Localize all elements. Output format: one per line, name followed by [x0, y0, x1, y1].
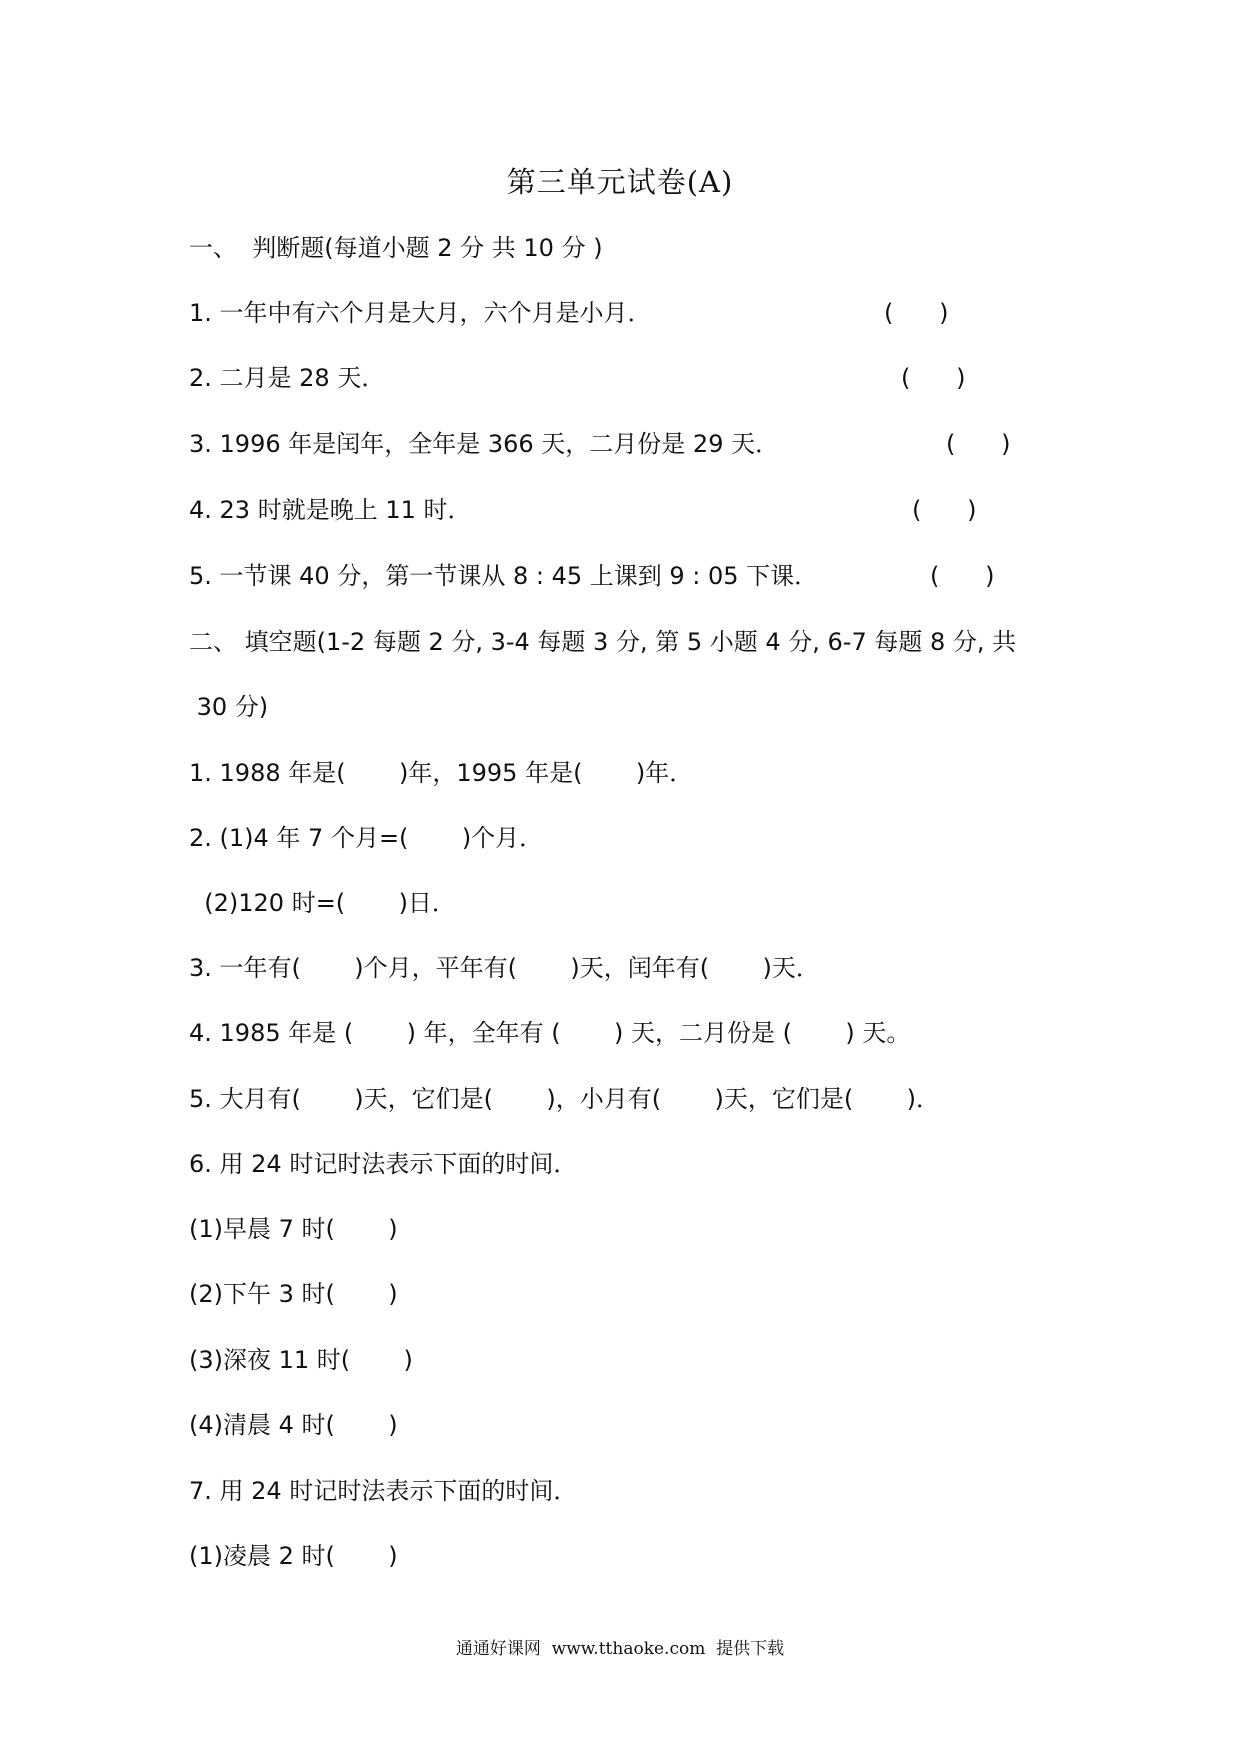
judge-answer-blank-2[interactable]: ( ): [901, 364, 966, 392]
section-2-heading: 二、 填空题(1-2 每题 2 分, 3-4 每题 3 分, 第 5 小题 4 分, 6-7 每题 8 分, 共: [189, 628, 1017, 656]
fill-question-7-item-1: (1)凌晨 2 时( ): [189, 1542, 398, 1570]
fill-question-7: 7. 用 24 时记时法表示下面的时间．: [189, 1477, 578, 1505]
fill-question-1: 1. 1988 年是( )年，1995 年是( )年．: [189, 759, 694, 787]
page-title: 第三单元试卷(A): [506, 165, 734, 199]
fill-question-6-item-4: (4)清晨 4 时( ): [189, 1411, 398, 1439]
judge-answer-blank-4[interactable]: ( ): [912, 496, 977, 524]
judge-question-4: 4. 23 时就是晚上 11 时．: [189, 496, 472, 524]
fill-question-6-item-2: (2)下午 3 时( ): [189, 1280, 398, 1308]
section-2-heading-cont: 30 分): [189, 693, 269, 721]
judge-question-1: 1. 一年中有六个月是大月，六个月是小月．: [189, 299, 652, 327]
judge-question-5: 5. 一节课 40 分，第一节课从 8 : 45 上课到 9 : 05 下课．: [189, 562, 819, 590]
judge-answer-blank-3[interactable]: ( ): [946, 430, 1011, 458]
judge-answer-blank-5[interactable]: ( ): [930, 562, 995, 590]
page-footer: 通通好课网 www.tthaoke.com 提供下载: [455, 1639, 785, 1659]
judge-answer-blank-1[interactable]: ( ): [884, 299, 949, 327]
fill-question-2-part-2: (2)120 时=( )日．: [189, 889, 456, 917]
judge-question-3: 3. 1996 年是闰年，全年是 366 天，二月份是 29 天．: [189, 430, 780, 458]
fill-question-6: 6. 用 24 时记时法表示下面的时间．: [189, 1150, 578, 1178]
judge-question-2: 2. 二月是 28 天．: [189, 364, 386, 392]
fill-question-4: 4. 1985 年是 ( ) 年，全年有 ( ) 天，二月份是 ( ) 天。: [189, 1019, 911, 1047]
fill-question-6-item-1: (1)早晨 7 时( ): [189, 1215, 398, 1243]
section-1-heading: 一、 判断题(每道小题 2 分 共 10 分 ): [189, 234, 603, 262]
fill-question-2-part-1: 2. (1)4 年 7 个月=( )个月．: [189, 824, 544, 852]
fill-question-5: 5. 大月有( )天，它们是( )，小月有( )天，它们是( )．: [189, 1085, 941, 1113]
fill-question-3: 3. 一年有( )个月，平年有( )天，闰年有( )天．: [189, 954, 820, 982]
fill-question-6-item-3: (3)深夜 11 时( ): [189, 1346, 413, 1374]
